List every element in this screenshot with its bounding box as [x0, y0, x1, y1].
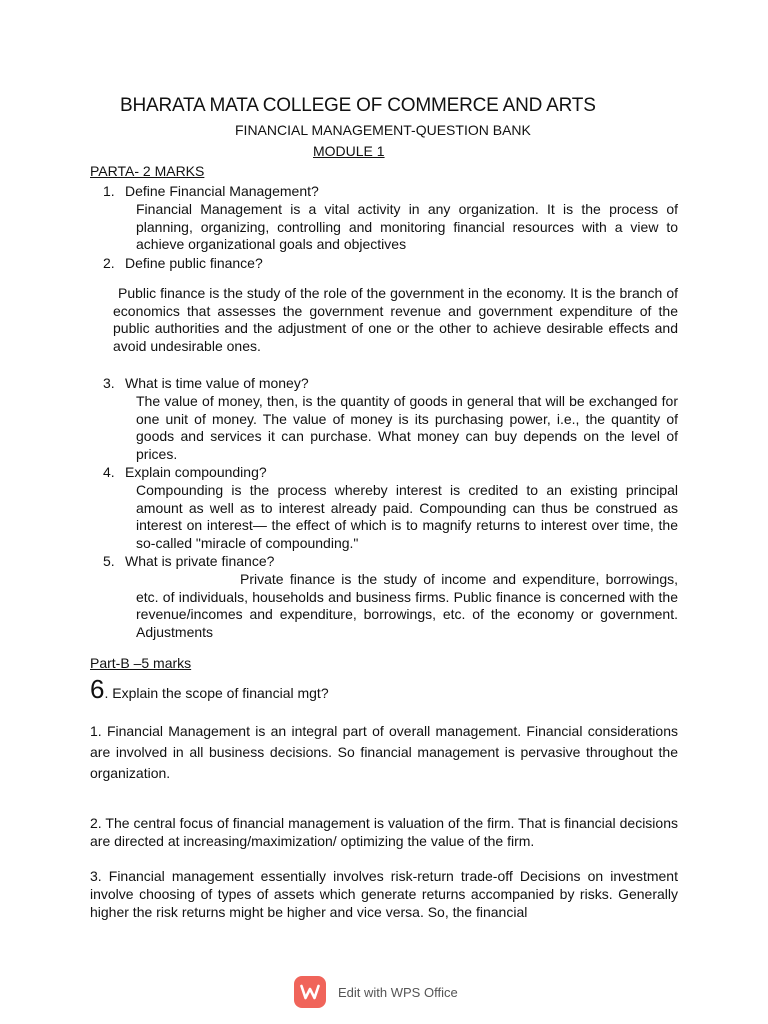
question-6-text: . Explain the scope of financial mgt?	[104, 685, 329, 701]
module-title: MODULE 1	[313, 143, 385, 159]
question-6-number: 6	[90, 674, 105, 704]
question-text: Explain compounding?	[125, 464, 267, 480]
question-text: Define Financial Management?	[125, 183, 319, 199]
wps-logo-icon	[294, 976, 326, 1008]
question-number: 3.	[103, 375, 115, 391]
answer-2: Public finance is the study of the role of the government in the economy. It is the branch of economics that assesses the government revenue and government expenditure of the public authorities and the adjustment of one or the other to achieve desirable effects and avoid undesirable ones.	[113, 285, 678, 354]
question-text: What is private finance?	[125, 553, 275, 569]
question-1	[103, 183, 319, 199]
part-b-title: Part-B –5 marks	[90, 655, 192, 671]
answer-4: Compounding is the process whereby interest is credited to an existing principal amount as well as to interest already paid. Compounding can thus be construed as interest on interest— the effect of which is to magnify returns to interest over time, the so-called "miracle of compounding."	[136, 482, 678, 551]
answer-3: The value of money, then, is the quantity of goods in general that will be exchanged for one unit of money. The value of money is its purchasing power, i.e., the quantity of goods and services it can purchase. What money can buy depends on the level of prices.	[136, 393, 678, 462]
scope-point-2: 2. The central focus of financial management is valuation of the firm. That is financial decisions are directed at increasing/maximization/ optimizing the value of the firm.	[90, 815, 678, 849]
subject-title: FINANCIAL MANAGEMENT-QUESTION BANK	[235, 122, 531, 138]
question-2	[103, 255, 263, 271]
scope-point-1: 1. Financial Management is an integral part of overall management. Financial considerations are involved in all business decisions. So financial management is pervasive throughout the organization.	[90, 723, 678, 781]
question-6	[90, 674, 329, 705]
question-number: 4.	[103, 464, 115, 480]
question-number: 1.	[103, 183, 115, 199]
answer-1: Financial Management is a vital activity in any organization. It is the process of planning, organizing, controlling and monitoring financial resources with a view to achieve organizational goals and objectives	[136, 201, 678, 253]
question-3	[103, 375, 309, 391]
college-title: BHARATA MATA COLLEGE OF COMMERCE AND ARTS	[120, 95, 596, 116]
question-5	[103, 553, 274, 569]
question-text: Define public finance?	[125, 255, 263, 271]
wps-footer-label: Edit with WPS Office	[338, 984, 458, 1000]
part-a-title: PARTA- 2 MARKS	[90, 163, 205, 179]
scope-point-3: 3. Financial management essentially involves risk-return trade-off Decisions on investment involve choosing of types of assets which generate returns accompanied by risks. Generally higher the risk returns might be higher and vice versa. So, the financial	[90, 868, 678, 920]
answer-5: Private finance is the study of income and expenditure, borrowings, etc. of individuals, households and business firms. Public finance is concerned with the revenue/incomes and expenditure, borrowings, etc. of the economy or government. Adjustments	[136, 571, 678, 640]
question-number: 5.	[103, 553, 115, 569]
wps-footer[interactable]	[294, 976, 458, 1008]
question-4	[103, 464, 267, 480]
question-number: 2.	[103, 255, 115, 271]
question-text: What is time value of money?	[125, 375, 309, 391]
